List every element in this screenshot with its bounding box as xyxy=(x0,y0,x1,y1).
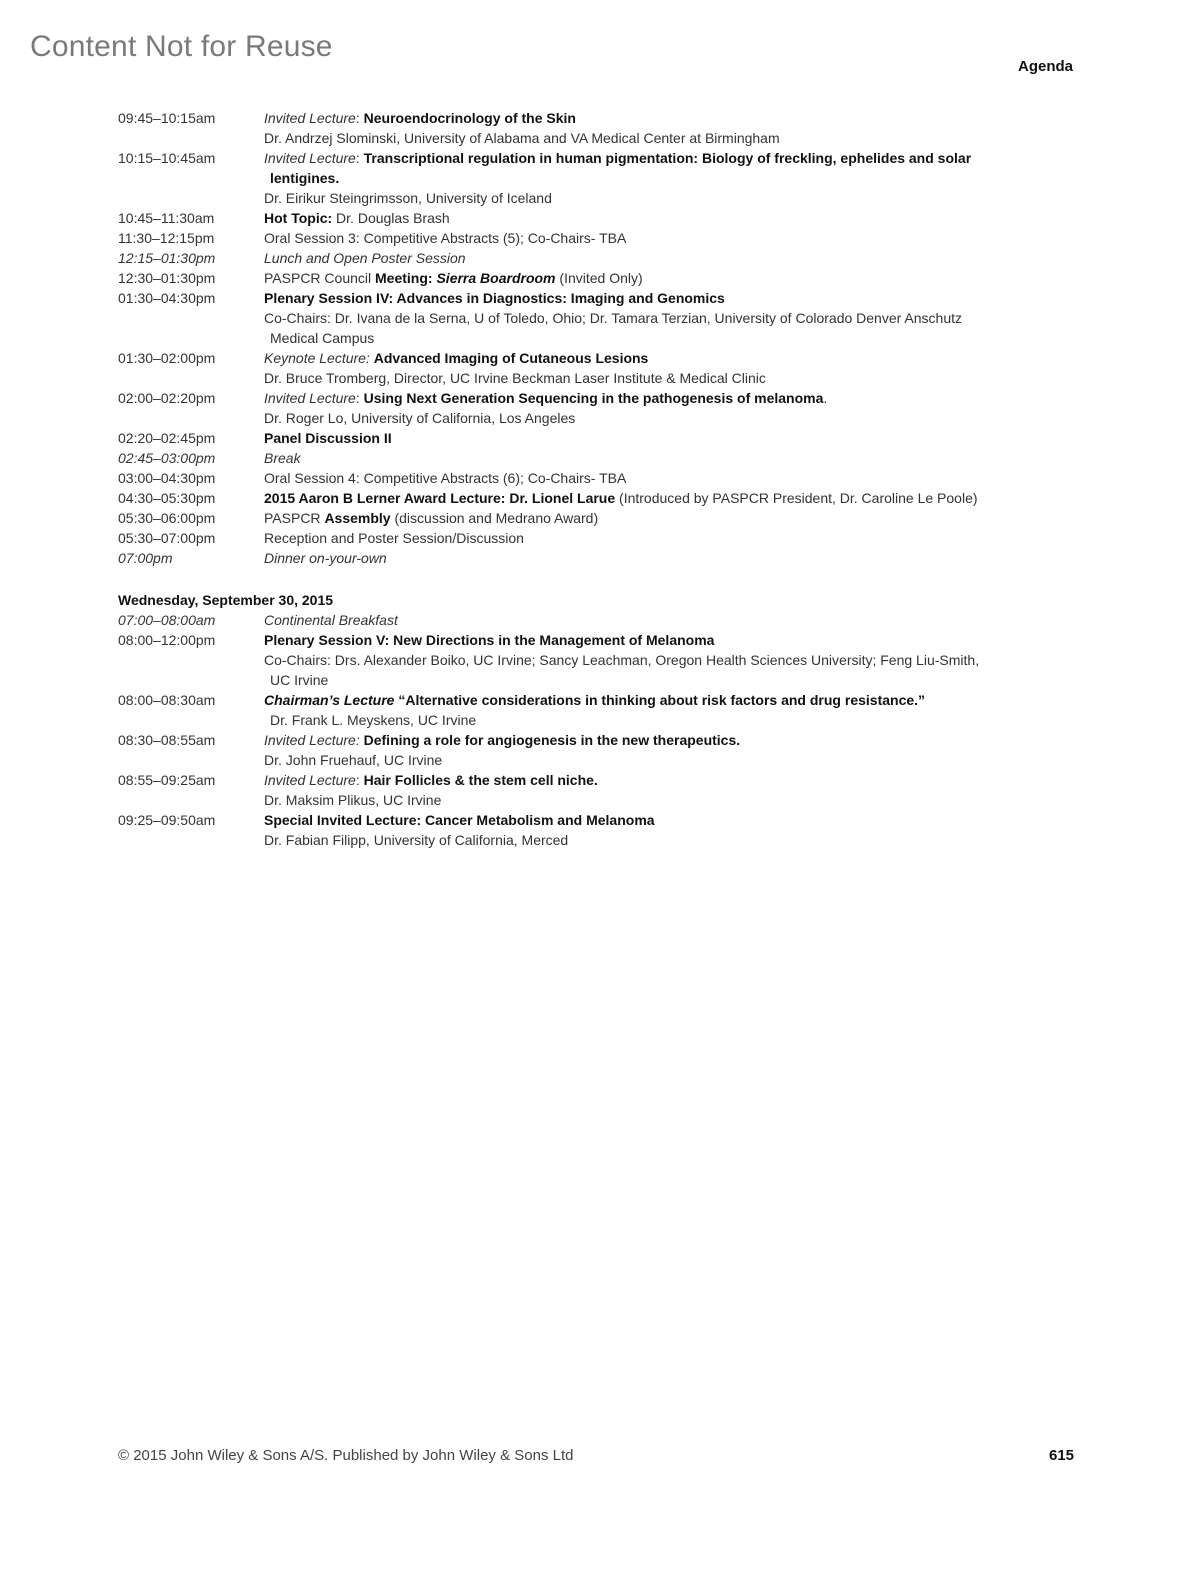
agenda-description xyxy=(264,108,1048,128)
agenda-row xyxy=(118,630,1048,650)
agenda-description xyxy=(264,610,1048,630)
agenda-description xyxy=(264,148,1048,168)
agenda-description xyxy=(264,428,1048,448)
session-title: Defining a role for angiogenesis in the new therapeutics. xyxy=(363,732,741,748)
agenda-description xyxy=(264,508,1048,528)
agenda-row xyxy=(118,690,1048,710)
agenda-description xyxy=(264,448,1048,468)
agenda-block-wednesday xyxy=(118,610,1048,850)
agenda-time: 01:30–04:30pm xyxy=(118,290,216,306)
agenda-time: 08:30–08:55am xyxy=(118,732,216,748)
agenda-description xyxy=(264,690,1048,710)
agenda-description xyxy=(264,168,1048,188)
agenda-time xyxy=(118,328,264,348)
agenda-row xyxy=(118,368,1048,388)
trailing-punctuation: . xyxy=(823,390,828,406)
agenda-time: 08:00–08:30am xyxy=(118,692,216,708)
agenda-time: 03:00–04:30pm xyxy=(118,470,216,486)
agenda-row xyxy=(118,168,1048,188)
session-type-label: Keynote Lecture: xyxy=(264,350,370,366)
session-italic-text: Dinner on-your-own xyxy=(264,550,387,566)
agenda-time xyxy=(118,750,264,770)
speaker-info: Dr. Bruce Tromberg, Director, UC Irvine Beckman Laser Institute & Medical Clinic xyxy=(264,370,766,386)
session-text: PASPCR Council xyxy=(264,270,376,286)
agenda-time: 02:00–02:20pm xyxy=(118,390,216,406)
agenda-time: 12:15–01:30pm xyxy=(118,250,216,266)
agenda-description xyxy=(264,268,1048,288)
agenda-row xyxy=(118,548,1048,568)
agenda-row xyxy=(118,468,1048,488)
session-text: Oral Session 4: Competitive Abstracts (6); Co-Chairs- TBA xyxy=(264,470,627,486)
agenda-description xyxy=(264,670,1048,690)
agenda-description xyxy=(264,528,1048,548)
session-title: Transcriptional regulation in human pigmentation: Biology of freckling, ephelides and solar xyxy=(363,150,972,166)
session-type-label: Invited Lecture xyxy=(264,110,356,126)
agenda-time: 08:00–12:00pm xyxy=(118,632,216,648)
agenda-time: 05:30–06:00pm xyxy=(118,510,216,526)
agenda-description xyxy=(264,830,1048,850)
separator: : xyxy=(355,772,364,788)
agenda-time: 04:30–05:30pm xyxy=(118,490,216,506)
agenda-time xyxy=(118,408,264,428)
speaker-info: Dr. Andrzej Slominski, University of Alabama and VA Medical Center at Birmingham xyxy=(264,130,780,146)
session-text-rest: (Introduced by PASPCR President, Dr. Caroline Le Poole) xyxy=(615,490,978,506)
agenda-time xyxy=(118,368,264,388)
agenda-row xyxy=(118,268,1048,288)
separator: : xyxy=(355,390,364,406)
agenda-description xyxy=(264,408,1048,428)
separator: : xyxy=(355,110,364,126)
session-text-rest: Dr. Douglas Brash xyxy=(332,210,450,226)
speaker-info: Dr. Maksim Plikus, UC Irvine xyxy=(264,792,442,808)
agenda-description xyxy=(264,328,1048,348)
agenda-description xyxy=(264,810,1048,830)
agenda-description xyxy=(264,348,1048,368)
session-type-label: Invited Lecture: xyxy=(264,732,360,748)
session-italic-text: Continental Breakfast xyxy=(264,612,398,628)
agenda-time: 01:30–02:00pm xyxy=(118,350,216,366)
speaker-info: Dr. Eirikur Steingrimsson, University of Iceland xyxy=(264,190,552,206)
agenda-time: 08:55–09:25am xyxy=(118,772,216,788)
agenda-row xyxy=(118,348,1048,368)
session-text-rest: (discussion and Medrano Award) xyxy=(390,510,599,526)
agenda-description xyxy=(264,630,1048,650)
agenda-time xyxy=(118,790,264,810)
speaker-info: Co-Chairs: Drs. Alexander Boiko, UC Irvine; Sancy Leachman, Oregon Health Sciences University; Feng Liu-Smith, xyxy=(264,652,980,668)
agenda-description xyxy=(264,488,1048,508)
agenda-description xyxy=(264,790,1048,810)
agenda-description xyxy=(264,750,1048,770)
agenda-row xyxy=(118,650,1048,670)
agenda-row xyxy=(118,750,1048,770)
agenda-row xyxy=(118,448,1048,468)
agenda-row xyxy=(118,830,1048,850)
agenda-description xyxy=(264,288,1048,308)
session-title: Neuroendocrinology of the Skin xyxy=(363,110,576,126)
session-title: Plenary Session IV: Advances in Diagnostics: Imaging and Genomics xyxy=(264,290,725,306)
agenda-time: 12:30–01:30pm xyxy=(118,270,216,286)
separator: : xyxy=(355,150,364,166)
speaker-info: Dr. John Fruehauf, UC Irvine xyxy=(264,752,443,768)
agenda-time: 02:20–02:45pm xyxy=(118,430,216,446)
agenda-time xyxy=(118,830,264,850)
agenda-time xyxy=(118,650,264,670)
session-text: Oral Session 3: Competitive Abstracts (5); Co-Chairs- TBA xyxy=(264,230,627,246)
agenda-row xyxy=(118,710,1048,730)
agenda-row xyxy=(118,128,1048,148)
session-title: Hot Topic: xyxy=(264,210,333,226)
session-text: Reception and Poster Session/Discussion xyxy=(264,530,524,546)
agenda-row xyxy=(118,308,1048,328)
agenda-time xyxy=(118,670,264,690)
agenda-row xyxy=(118,408,1048,428)
session-title: Plenary Session V: New Directions in the Management of Melanoma xyxy=(264,632,715,648)
agenda-time xyxy=(118,188,264,208)
agenda-row xyxy=(118,188,1048,208)
agenda-description xyxy=(264,368,1048,388)
session-title: Special Invited Lecture: Cancer Metabolism and Melanoma xyxy=(264,812,655,828)
agenda-time: 07:00pm xyxy=(118,550,173,566)
agenda-row xyxy=(118,508,1048,528)
agenda-row xyxy=(118,810,1048,830)
agenda-time: 05:30–07:00pm xyxy=(118,530,216,546)
speaker-info: Dr. Fabian Filipp, University of California, Merced xyxy=(264,832,569,848)
speaker-info-continued: Dr. Frank L. Meyskens, UC Irvine xyxy=(270,712,477,728)
agenda-description xyxy=(264,308,1048,328)
agenda-row xyxy=(118,248,1048,268)
session-emphasis: Sierra Boardroom xyxy=(436,270,556,286)
agenda-description xyxy=(264,468,1048,488)
agenda-row xyxy=(118,730,1048,750)
session-title: Hair Follicles & the stem cell niche. xyxy=(363,772,598,788)
session-text: PASPCR xyxy=(264,510,325,526)
session-text-rest: (Invited Only) xyxy=(555,270,643,286)
session-title: “Alternative considerations in thinking about risk factors and drug resistance.” xyxy=(394,692,926,708)
agenda-row xyxy=(118,228,1048,248)
agenda-row xyxy=(118,148,1048,168)
agenda-time xyxy=(118,168,264,188)
agenda-time: 02:45–03:00pm xyxy=(118,450,216,466)
agenda-description xyxy=(264,388,1048,408)
agenda-time: 09:25–09:50am xyxy=(118,812,216,828)
session-type-label: Invited Lecture xyxy=(264,150,356,166)
agenda-time: 10:15–10:45am xyxy=(118,150,216,166)
agenda-row xyxy=(118,108,1048,128)
speaker-info-continued: UC Irvine xyxy=(270,672,329,688)
session-type-label: Invited Lecture xyxy=(264,390,356,406)
agenda-row xyxy=(118,790,1048,810)
session-italic-text: Lunch and Open Poster Session xyxy=(264,250,466,266)
watermark: Content Not for Reuse xyxy=(30,30,333,63)
session-title: 2015 Aaron B Lerner Award Lecture: Dr. Lionel Larue xyxy=(264,490,616,506)
speaker-info-continued: Medical Campus xyxy=(270,330,375,346)
agenda-description xyxy=(264,228,1048,248)
page-number: 615 xyxy=(1049,1447,1075,1464)
agenda-time xyxy=(118,128,264,148)
session-italic-text: Break xyxy=(264,450,301,466)
agenda-description xyxy=(264,730,1048,750)
agenda-description xyxy=(264,548,1048,568)
agenda xyxy=(118,108,1048,850)
speaker-info: Co-Chairs: Dr. Ivana de la Serna, U of Toledo, Ohio; Dr. Tamara Terzian, University of Colorado Denver Anschutz xyxy=(264,310,962,326)
day-heading: Wednesday, September 30, 2015 xyxy=(118,592,334,608)
session-emphasis: Chairman’s Lecture xyxy=(264,692,395,708)
agenda-description xyxy=(264,650,1048,670)
agenda-row xyxy=(118,770,1048,790)
agenda-time xyxy=(118,710,264,730)
agenda-time: 07:00–08:00am xyxy=(118,612,216,628)
agenda-row xyxy=(118,208,1048,228)
session-title: Meeting: xyxy=(375,270,437,286)
agenda-description xyxy=(264,188,1048,208)
agenda-row xyxy=(118,288,1048,308)
agenda-row xyxy=(118,670,1048,690)
agenda-description xyxy=(264,208,1048,228)
agenda-description xyxy=(264,248,1048,268)
agenda-time: 11:30–12:15pm xyxy=(118,230,215,246)
agenda-row xyxy=(118,428,1048,448)
agenda-description xyxy=(264,710,1048,730)
agenda-row xyxy=(118,328,1048,348)
footer-copyright: © 2015 John Wiley & Sons A/S. Published by John Wiley & Sons Ltd xyxy=(118,1447,574,1464)
session-title-continued: lentigines. xyxy=(270,170,340,186)
agenda-block-tuesday xyxy=(118,108,1048,568)
agenda-time: 10:45–11:30am xyxy=(118,210,215,226)
agenda-description xyxy=(264,128,1048,148)
session-title: Assembly xyxy=(324,510,391,526)
session-type-label: Invited Lecture xyxy=(264,772,356,788)
agenda-time xyxy=(118,308,264,328)
agenda-time: 09:45–10:15am xyxy=(118,110,216,126)
agenda-row xyxy=(118,610,1048,630)
page-header-title: Agenda xyxy=(1018,58,1074,75)
session-title: Advanced Imaging of Cutaneous Lesions xyxy=(373,350,649,366)
agenda-row xyxy=(118,488,1048,508)
session-title: Using Next Generation Sequencing in the pathogenesis of melanoma xyxy=(363,390,824,406)
session-title: Panel Discussion II xyxy=(264,430,392,446)
agenda-row xyxy=(118,388,1048,408)
speaker-info: Dr. Roger Lo, University of California, Los Angeles xyxy=(264,410,576,426)
agenda-description xyxy=(264,770,1048,790)
agenda-row xyxy=(118,528,1048,548)
